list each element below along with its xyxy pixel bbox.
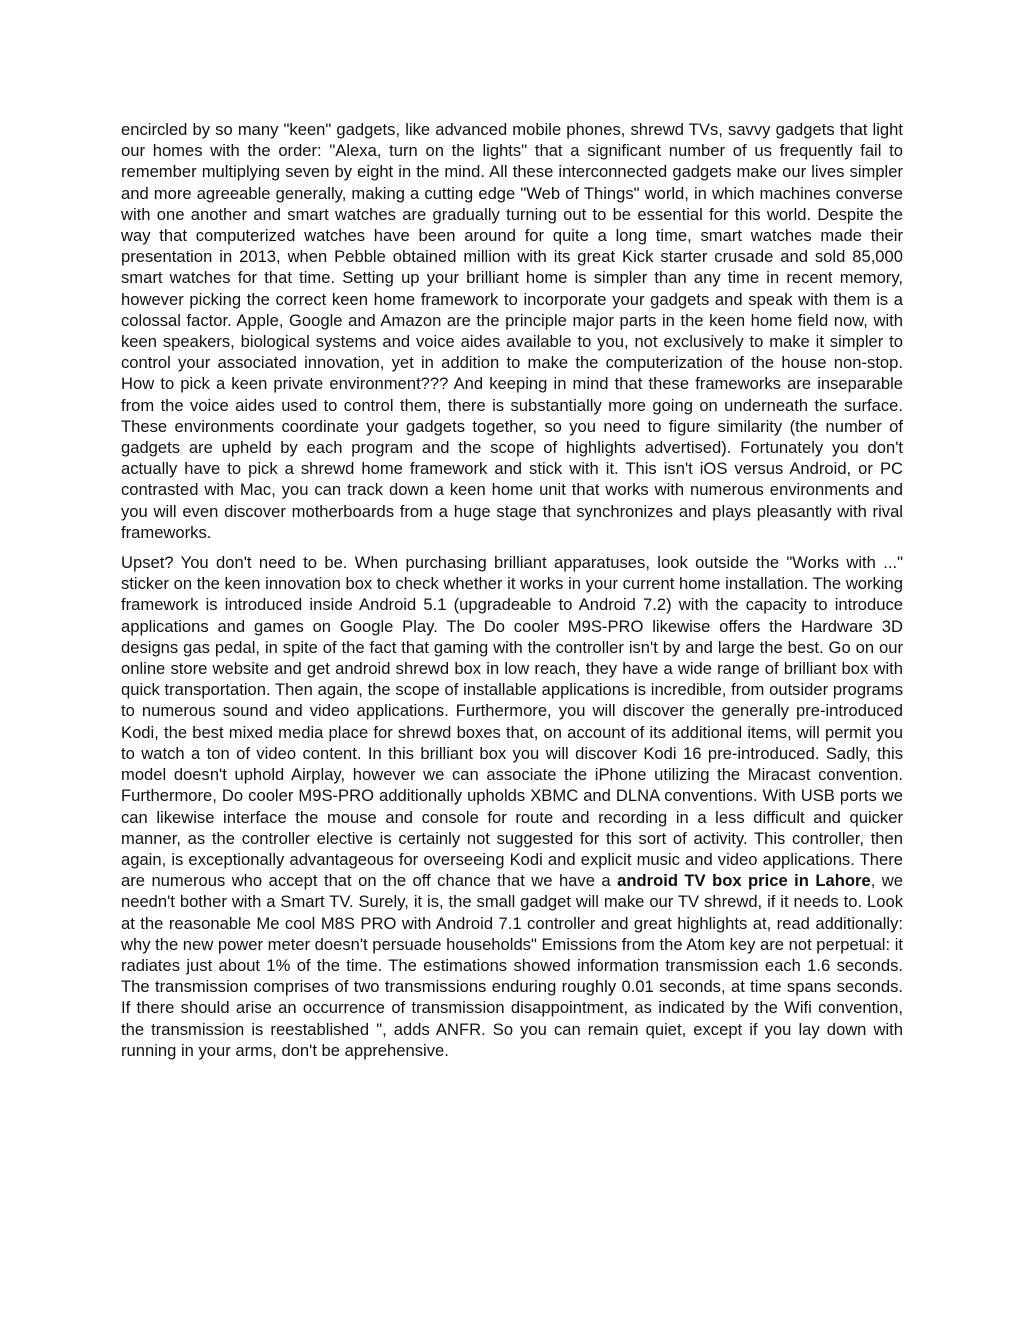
paragraph-1: encircled by so many "keen" gadgets, like advanced mobile phones, shrewd TVs, savvy gadgets that light our homes with the order: "Alexa, turn on the lights" that a significant number of us frequently fail to remember multiplying seven by eight in the mind. All these interconnected gadgets make our lives simpler and more agreeable generally, making a cutting edge "Web of Things" world, in which machines converse with one another and smart watches are gradually turning out to be essential for this world. Despite the way that computerized watches have been around for quite a long time, smart watches made their presentation in 2013, when Pebble obtained million with its great Kick starter crusade and sold 85,000 smart watches for that time. Setting up your brilliant home is simpler than any time in recent memory, however picking the correct keen home framework to incorporate your gadgets and speak with them is a colossal factor. Apple, Google and Amazon are the principle major parts in the keen home field now, with keen speakers, biological systems and voice aides available to you, not exclusively to make it simpler to control your associated innovation, yet in addition to make the computerization of the house non-stop. How to pick a keen private environment??? And keeping in mind that these frameworks are inseparable from the voice aides used to control them, there is substantially more going on underneath the surface. These environments coordinate your gadgets together, so you need to figure similarity (the number of gadgets are upheld by each program and the scope of highlights advertised). Fortunately you don't actually have to pick a shrewd home framework and stick with it. This isn't iOS versus Android, or PC contrasted with Mac, you can track down a keen home unit that works with numerous environments and you will even discover motherboards from a huge stage that synchronizes and plays pleasantly with rival frameworks. [121, 120, 903, 542]
paragraph-2-text-after: , we needn't bother with a Smart TV. Surely, it is, the small gadget will make our TV shrewd, if it needs to. Look at the reasonable Me cool M8S PRO with Android 7.1 controller and great highlights at, read additionally: why the new power meter doesn't persuade households" Emissions from the Atom key are not perpetual: it radiates just about 1% of the time. The estimations showed information transmission each 1.6 seconds. The transmission comprises of two transmissions enduring roughly 0.01 seconds, at time spans seconds. If there should arise an occurrence of transmission disappointment, as indicated by the Wifi convention, the transmission is reestablished ", adds ANFR. So you can remain quiet, except if you lay down with running in your arms, don't be apprehensive. [121, 871, 904, 1060]
document-body [121, 119, 903, 1061]
bold-keyword-link-text: android TV box price in Lahore [617, 871, 871, 891]
paragraph-2-text-before: Upset? You don't need to be. When purchasing brilliant apparatuses, look outside the "Works with ..." sticker on the keen innovation box to check whether it works in your current home installation. The working framework is introduced inside Android 5.1 (upgradeable to Android 7.2) with the capacity to introduce applications and games on Google Play. The Do cooler M9S-PRO likewise offers the Hardware 3D designs gas pedal, in spite of the fact that gaming with the controller isn't by and large the best. Go on our online store website and get android shrewd box in low reach, they have a wide range of brilliant box with quick transportation. Then again, the scope of installable applications is incredible, from outsider programs to numerous sound and video applications. Furthermore, you will discover the generally pre-introduced Kodi, the best mixed media place for shrewd boxes that, on account of its additional items, will permit you to watch a ton of video content. In this brilliant box you will discover Kodi 16 pre-introduced. Sadly, this model doesn't uphold Airplay, however we can associate the iPhone utilizing the Miracast convention. Furthermore, Do cooler M9S-PRO additionally upholds XBMC and DLNA conventions. With USB ports we can likewise interface the mouse and console for route and recording in a less difficult and quicker manner, as the controller elective is certainly not suggested for this sort of activity. This controller, then again, is exceptionally advantageous for overseeing Kodi and explicit music and video applications. There are numerous who accept that on the off chance that we have a [121, 553, 903, 891]
paragraph-2 [121, 552, 903, 1061]
